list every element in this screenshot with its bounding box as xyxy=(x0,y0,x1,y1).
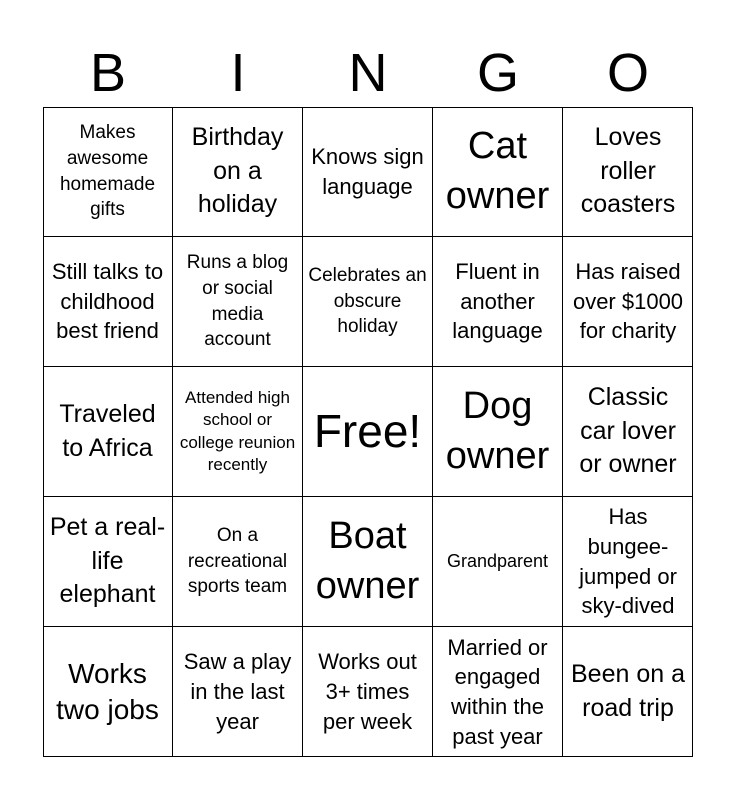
cell-text: Married or engaged within the past year xyxy=(447,634,548,749)
bingo-cell[interactable] xyxy=(173,237,303,367)
bingo-cell[interactable] xyxy=(433,237,563,367)
header-letter-g: G xyxy=(476,43,519,103)
cell-text: Runs a blog or social media account xyxy=(186,252,289,351)
bingo-cell[interactable] xyxy=(303,107,433,237)
cell-text: Birthday on a holiday xyxy=(191,122,284,219)
bingo-cell[interactable] xyxy=(433,107,563,237)
bingo-cell[interactable] xyxy=(563,237,693,367)
bingo-cell[interactable] xyxy=(43,237,173,367)
cell-text: Makes awesome homemade gifts xyxy=(59,122,156,221)
cell-text: Pet a real-life elephant xyxy=(49,512,166,609)
bingo-card-grid xyxy=(43,107,693,757)
cell-text: Traveled to Africa xyxy=(59,399,156,462)
cell-text: Works two jobs xyxy=(56,657,159,725)
cell-text: Attended high school or college reunion recently xyxy=(179,388,296,474)
bingo-cell[interactable] xyxy=(173,367,303,497)
cell-text: Been on a road trip xyxy=(571,660,685,722)
header-letter-o: O xyxy=(606,43,649,103)
bingo-cell[interactable] xyxy=(303,497,433,627)
bingo-cell[interactable] xyxy=(43,107,173,237)
bingo-cell[interactable] xyxy=(563,367,693,497)
bingo-cell[interactable] xyxy=(173,627,303,757)
cell-text: On a recreational sports team xyxy=(187,525,288,598)
cell-text: Classic car lover or owner xyxy=(579,382,677,479)
bingo-cell[interactable] xyxy=(563,497,693,627)
cell-text: Knows sign language xyxy=(311,143,424,199)
bingo-header xyxy=(43,40,693,106)
cell-text: Saw a play in the last year xyxy=(183,649,292,734)
bingo-cell[interactable] xyxy=(563,107,693,237)
bingo-cell[interactable] xyxy=(43,627,173,757)
bingo-cell[interactable] xyxy=(563,627,693,757)
bingo-cell[interactable] xyxy=(303,237,433,367)
cell-text: Fluent in another language xyxy=(452,258,543,344)
cell-text: Works out 3+ times per week xyxy=(318,649,417,734)
cell-text: Dog owner xyxy=(445,385,550,477)
cell-text: Free! xyxy=(313,404,422,457)
header-letter-i: I xyxy=(230,43,246,103)
bingo-cell[interactable] xyxy=(43,497,173,627)
bingo-cell[interactable] xyxy=(433,497,563,627)
header-letter-b: B xyxy=(89,43,127,103)
cell-text: Still talks to childhood best friend xyxy=(51,258,164,344)
cell-text: Has raised over $1000 for charity xyxy=(572,258,684,344)
cell-text: Boat owner xyxy=(315,515,420,607)
bingo-cell[interactable] xyxy=(433,367,563,497)
header-letter-n: N xyxy=(348,43,388,103)
bingo-cell[interactable] xyxy=(173,107,303,237)
bingo-cell[interactable] xyxy=(43,367,173,497)
bingo-cell[interactable] xyxy=(173,497,303,627)
free-space-cell[interactable] xyxy=(303,367,433,497)
cell-text: Has bungee-jumped or sky-dived xyxy=(579,504,677,619)
cell-text: Grandparent xyxy=(446,550,549,571)
cell-text: Loves roller coasters xyxy=(580,122,676,219)
bingo-cell[interactable] xyxy=(433,627,563,757)
cell-text: Celebrates an obscure holiday xyxy=(308,265,427,338)
cell-text: Cat owner xyxy=(445,125,550,217)
bingo-cell[interactable] xyxy=(303,627,433,757)
